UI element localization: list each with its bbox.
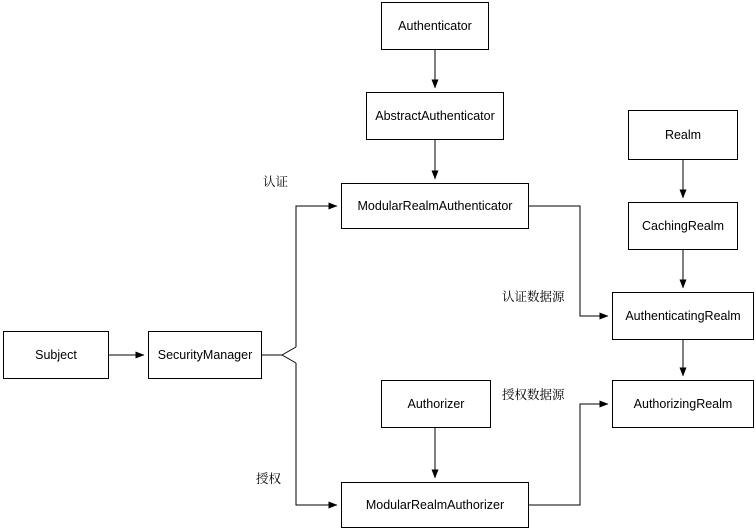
node-label: Subject	[35, 347, 77, 362]
edge-security-manager-to-modular-authenticator	[296, 206, 337, 347]
edge-label-authentication	[263, 172, 288, 190]
edge-branch-lower-tick	[282, 355, 296, 363]
node-abstract-authenticator[interactable]	[366, 92, 504, 140]
node-label: Authenticator	[398, 18, 472, 33]
node-security-manager[interactable]	[148, 331, 262, 379]
edge-modular-authorizer-to-authorizing-realm	[529, 404, 608, 505]
edge-label-text: 授权	[256, 472, 282, 486]
edge-label-text: 认证数据源	[502, 290, 565, 304]
node-authorizer[interactable]	[381, 380, 491, 428]
node-authenticator[interactable]	[381, 2, 489, 50]
node-label: SecurityManager	[157, 347, 253, 362]
edge-label-authorization-datasource	[502, 385, 565, 403]
edge-branch-upper-tick	[282, 347, 296, 355]
node-realm[interactable]	[628, 110, 738, 160]
node-label: ModularRealmAuthenticator	[357, 198, 513, 213]
node-caching-realm[interactable]	[628, 202, 738, 250]
edge-label-text: 授权数据源	[502, 388, 565, 402]
node-authorizing-realm[interactable]	[612, 380, 754, 428]
node-label: Authorizer	[407, 396, 465, 411]
node-authenticating-realm[interactable]	[612, 292, 754, 340]
node-label: ModularRealmAuthorizer	[365, 497, 505, 512]
node-subject[interactable]	[3, 331, 109, 379]
node-label: AbstractAuthenticator	[375, 108, 495, 123]
node-label: Realm	[664, 127, 702, 142]
node-label: AuthenticatingRealm	[625, 308, 741, 323]
edge-security-manager-to-modular-authorizer	[296, 363, 337, 505]
node-modular-realm-authorizer[interactable]	[341, 482, 529, 528]
node-label: CachingRealm	[642, 218, 724, 233]
node-modular-realm-authenticator[interactable]	[341, 183, 529, 229]
edge-label-authentication-datasource	[502, 287, 565, 305]
edge-label-text: 认证	[263, 175, 289, 189]
node-label: AuthorizingRealm	[633, 396, 733, 411]
edge-label-authorization	[256, 469, 281, 487]
